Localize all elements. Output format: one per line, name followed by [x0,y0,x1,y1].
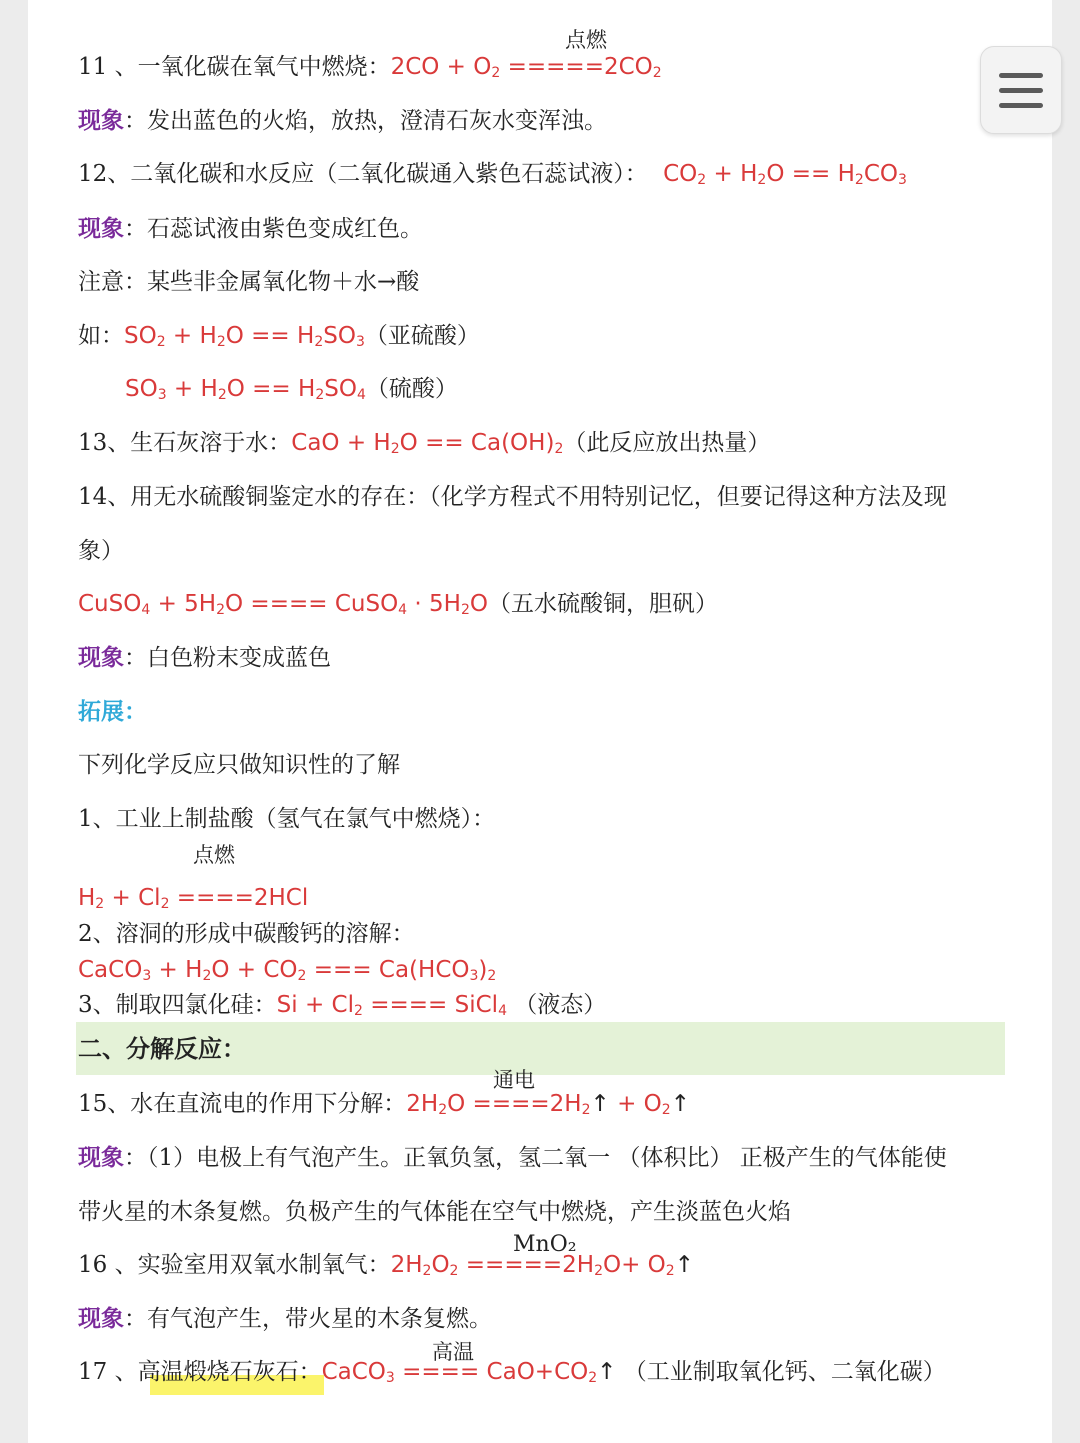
equation: $2H_2O_2 =====2H_2O+$ $O_2↑$ [390,1252,694,1279]
extension-1: 1、工业上制盐酸（氢气在氯气中燃烧）： [78,806,496,832]
extension-1-equation [78,883,308,913]
reaction-14-cont: 象） [78,538,124,564]
equation: CaCO$_3$ ==== $CaO+CO_2↑$ [321,1359,617,1386]
reaction-14: 14、用无水硫酸铜鉴定水的存在：（化学方程式不用特别记忆，但要记得这种方法及现 [78,484,947,510]
up-arrow-icon: ↑ [590,1091,610,1117]
equation: $H_2 + Cl_2 ====2HCl$ [78,885,309,912]
equation: $2CO + O_2 =====2CO_2$ [390,54,662,81]
hamburger-menu-icon [999,103,1043,108]
hamburger-menu-icon [999,88,1043,93]
hamburger-menu-icon [999,73,1043,78]
reaction-12: 12、二氧化碳和水反应（二氧化碳通入紫色石蕊试液）： $CO_2 + H_2O == H_2CO_3$ [78,161,907,188]
equation: $CO_2 + H_2O == H_2CO_3$ [663,161,907,188]
menu-button[interactable] [980,46,1062,134]
phenomenon-16: 现象：有气泡产生，带火星的木条复燃。 [78,1305,492,1332]
example-1: 如：$SO_2 + H_2O == H_2SO_3$（亚硫酸） [78,323,480,350]
reaction-condition: 通电 [493,1068,535,1092]
reaction-15: 15、水在直流电的作用下分解：$2H_2O$ $====2H_2↑$ + $O_2↑$ [78,1091,690,1118]
phenomenon-15: 现象：（1）电极上有气泡产生。正氧负氢，氢二氧一 （体积比） 正极产生的气体能使 [78,1144,947,1171]
reaction-condition: MnO₂ [513,1232,577,1257]
equation: CaCO$_3$ + $H_2O + CO_2$ === $Ca(HCO_3)_2$ [78,957,497,984]
reaction-16: 16 、实验室用双氧水制氧气：$2H_2O_2 =====2H_2O+$ $O_2↑$ [78,1252,694,1279]
equation: CuSO$_4$ + $5H_2O$ ==== CuSO$_4$ · $5H_2O$ [78,591,488,618]
extension-3: 3、制取四氯化硅：$Si + Cl_2$ ==== SiCl$_4$ （液态） [78,992,607,1019]
extension-intro: 下列化学反应只做知识性的了解 [78,752,400,778]
equation: CaO + $H_2O == Ca(OH)_2$ [291,430,564,457]
extension-2-equation [78,955,496,985]
reaction-17: 17 、高温煅烧石灰石：CaCO$_3$ ==== $CaO+CO_2↑$ （工业制取氧化钙、二氧化碳） [78,1359,946,1386]
reaction-condition: 高温 [432,1340,474,1364]
reaction-11: 11 、一氧化碳在氧气中燃烧：$2CO + O_2 =====2CO_2$ [78,54,662,81]
note: 注意：某些非金属氧化物＋水→酸 [78,269,420,295]
extension-label: 拓展： [78,698,147,725]
extension-2: 2、溶洞的形成中碳酸钙的溶解： [78,921,415,947]
equation: $2H_2O$ $====2H_2↑$ + $O_2↑$ [406,1091,690,1118]
reaction-13: 13、生石灰溶于水：CaO + $H_2O == Ca(OH)_2$（此反应放出热量） [78,430,771,457]
equation: $SO_3 + H_2O == H_2SO_4$ [125,376,366,403]
equation: $Si + Cl_2$ ==== SiCl$_4$ [276,992,507,1019]
phenomenon-14: 现象：白色粉末变成蓝色 [78,644,331,671]
reaction-condition: 点燃 [193,843,235,867]
up-arrow-icon: ↑ [674,1252,694,1278]
up-arrow-icon: ↑ [597,1359,617,1385]
reaction-14-equation: CuSO$_4$ + $5H_2O$ ==== CuSO$_4$ · $5H_2O$（五水硫酸铜，胆矾） [78,591,718,618]
up-arrow-icon: ↑ [670,1091,690,1117]
reaction-condition: 点燃 [565,28,607,52]
phenomenon-12: 现象：石蕊试液由紫色变成红色。 [78,215,423,242]
example-2: $SO_3 + H_2O == H_2SO_4$（硫酸） [125,376,458,403]
section-title: 二、分解反应： [78,1035,246,1063]
equation: $SO_2 + H_2O == H_2SO_3$ [124,323,365,350]
phenomenon-11: 现象：发出蓝色的火焰，放热，澄清石灰水变浑浊。 [78,107,607,134]
phenomenon-15-cont: 带火星的木条复燃。负极产生的气体能在空气中燃烧，产生淡蓝色火焰 [78,1199,791,1225]
